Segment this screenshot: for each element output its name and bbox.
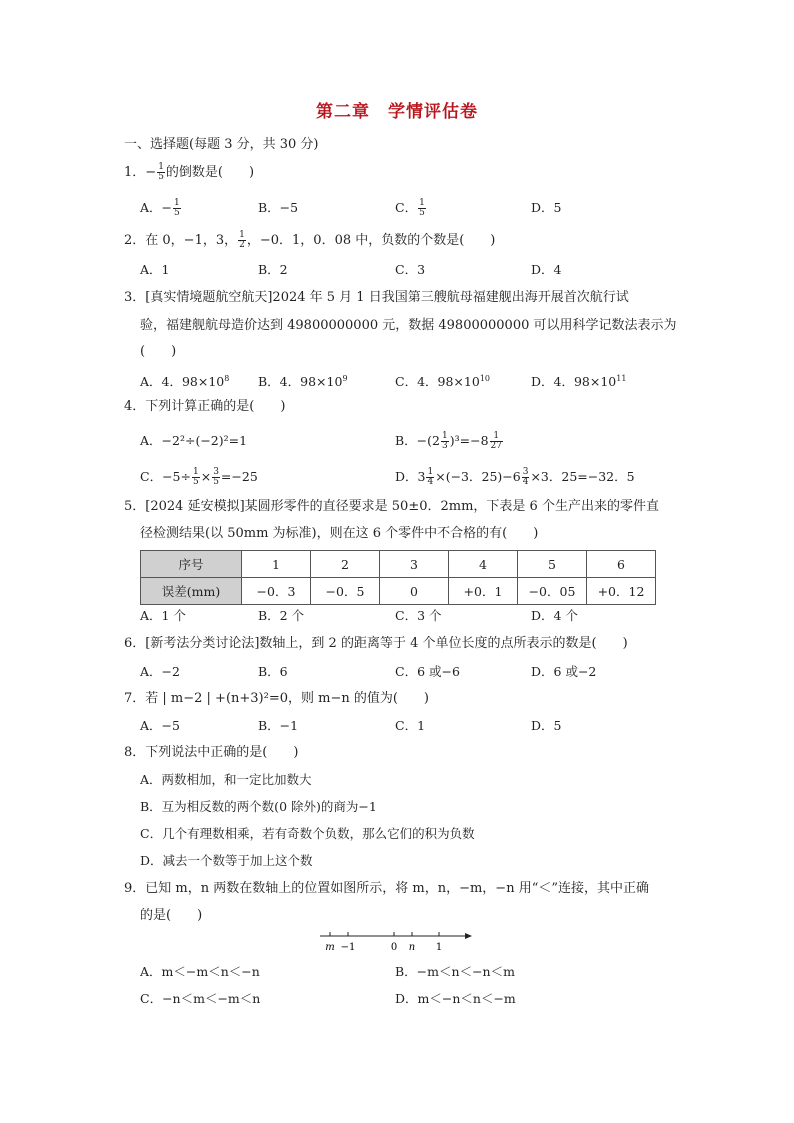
q1-stem-suffix: 的倒数是( ) bbox=[165, 165, 255, 180]
table-cell: +0．1 bbox=[449, 578, 518, 605]
q6-option-d: D．6 或−2 bbox=[531, 664, 597, 679]
question-3-line-2: 验，福建舰航母造价达到 49800000000 元，数据 49800000000 可以用科学记数法表示为 bbox=[140, 318, 677, 333]
q8-option-d: D．减去一个数等于加上这个数 bbox=[140, 853, 313, 868]
question-9-line-1: 9．已知 m，n 两数在数轴上的位置如图所示，将 m，n，−m，−n 用“＜”连接，其中正确 bbox=[124, 881, 649, 896]
axis-label-m: m bbox=[325, 942, 335, 953]
axis-label-neg1: −1 bbox=[340, 942, 356, 953]
q7-option-d: D．5 bbox=[531, 718, 562, 733]
section-heading: 一、选择题(每题 3 分，共 30 分) bbox=[124, 137, 319, 152]
q4-option-c: C．−5÷ $\frac{1}{5}$ × $\frac{3}{5}$ =−25 bbox=[140, 467, 258, 487]
q1-option-b: B．−5 bbox=[258, 200, 299, 215]
table-cell: 1 bbox=[242, 551, 311, 578]
table-cell: 6 bbox=[587, 551, 656, 578]
q5-option-a: A．1 个 bbox=[140, 608, 186, 623]
question-5-line-1: 5．[2024 延安模拟]某圆形零件的直径要求是 50±0．2mm，下表是 6 个生产出来的零件直 bbox=[124, 499, 659, 514]
q4-option-a: A．−2²÷(−2)²=1 bbox=[140, 433, 248, 448]
q1-option-d: D．5 bbox=[531, 200, 562, 215]
q1-stem-prefix: − bbox=[145, 165, 157, 180]
question-2 bbox=[124, 231, 495, 251]
fraction: $\frac{1}{2}$ bbox=[239, 230, 245, 250]
axis-arrow bbox=[465, 933, 472, 939]
question-7: 7．若 | m−2 | +(n+3)²=0，则 m−n 的值为( ) bbox=[124, 691, 430, 706]
question-3-line-1: 3．[真实情境题航空航天]2024 年 5 月 1 日我国第三艘航母福建舰出海开展首次航行试 bbox=[124, 290, 629, 305]
q7-option-c: C．1 bbox=[395, 718, 426, 733]
question-number: 1． bbox=[124, 165, 146, 180]
question-8: 8．下列说法中正确的是( ) bbox=[124, 745, 299, 760]
q9-option-b: B．−m＜n＜−n＜m bbox=[395, 964, 515, 979]
q3-option-b: B．4．$98\times 10^9$ bbox=[258, 374, 348, 390]
q5-option-b: B．2 个 bbox=[258, 608, 305, 623]
q2-option-d: D．4 bbox=[531, 262, 562, 277]
q2-stem-a: 在 0，−1，3， bbox=[145, 233, 238, 248]
table-cell: −0．05 bbox=[518, 578, 587, 605]
q2-option-b: B．2 bbox=[258, 262, 288, 277]
axis-label-one: 1 bbox=[435, 942, 443, 953]
error-table bbox=[140, 550, 656, 605]
table-cell: −0．3 bbox=[242, 578, 311, 605]
table-header-cell: 序号 bbox=[141, 551, 242, 578]
table-cell: −0．5 bbox=[311, 578, 380, 605]
table-cell: 3 bbox=[380, 551, 449, 578]
axis-label-n: n bbox=[408, 942, 416, 953]
table-cell: 2 bbox=[311, 551, 380, 578]
q1-option-c: C． $\frac{1}{5}$ bbox=[395, 198, 425, 218]
q9-option-a: A．m＜−m＜n＜−n bbox=[140, 964, 260, 979]
fraction: $\frac{1}{5}$ bbox=[158, 162, 164, 182]
table-cell: 5 bbox=[518, 551, 587, 578]
question-5-line-2: 径检测结果(以 50mm 为标准)，则在这 6 个零件中不合格的有( ) bbox=[140, 526, 539, 541]
question-9-line-2: 的是( ) bbox=[140, 908, 203, 923]
q1-option-a: A．− $\frac{1}{5}$ bbox=[140, 198, 180, 218]
number-line-figure bbox=[318, 926, 478, 956]
q3-option-c: C．4．$98\times 10^{10}$ bbox=[395, 374, 490, 390]
q6-option-b: B．6 bbox=[258, 664, 288, 679]
q3-option-a: A．4．$98\times 10^8$ bbox=[140, 374, 230, 390]
table-header-cell: 误差(mm) bbox=[141, 578, 242, 605]
axis-label-zero: 0 bbox=[390, 942, 398, 953]
q6-option-c: C．6 或−6 bbox=[395, 664, 460, 679]
q8-option-b: B．互为相反数的两个数(0 除外)的商为−1 bbox=[140, 799, 377, 814]
q8-option-c: C．几个有理数相乘，若有奇数个负数，那么它们的积为负数 bbox=[140, 826, 475, 841]
table-cell: 4 bbox=[449, 551, 518, 578]
question-3-line-3: ( ) bbox=[140, 344, 177, 359]
q4-option-b: B．−(2 $\frac{1}{3}$ )³=−8 $\frac{1}{27}$ bbox=[395, 431, 502, 451]
q9-option-d: D．m＜−n＜n＜−m bbox=[395, 991, 516, 1006]
page-title: 第二章 学情评估卷 bbox=[316, 102, 478, 122]
table-cell: +0．12 bbox=[587, 578, 656, 605]
q7-option-a: A．−5 bbox=[140, 718, 180, 733]
q2-option-a: A．1 bbox=[140, 262, 170, 277]
q7-option-b: B．−1 bbox=[258, 718, 299, 733]
table-cell: 0 bbox=[380, 578, 449, 605]
q2-stem-b: ，−0．1，0．08 中，负数的个数是( ) bbox=[246, 233, 496, 248]
question-4: 4．下列计算正确的是( ) bbox=[124, 399, 286, 414]
q8-option-a: A．两数相加，和一定比加数大 bbox=[140, 772, 312, 787]
table-row bbox=[141, 578, 656, 605]
q6-option-a: A．−2 bbox=[140, 664, 180, 679]
question-6: 6．[新考法分类讨论法]数轴上，到 2 的距离等于 4 个单位长度的点所表示的数是( ) bbox=[124, 636, 628, 651]
table-row bbox=[141, 551, 656, 578]
q4-option-d: D．3 $\frac{1}{4}$ ×(−3．25)−6 $\frac{3}{4}$ ×3．25=−32．5 bbox=[395, 467, 635, 487]
q5-option-c: C．3 个 bbox=[395, 608, 442, 623]
q9-option-c: C．−n＜m＜−m＜n bbox=[140, 991, 261, 1006]
q2-option-c: C．3 bbox=[395, 262, 426, 277]
question-number: 2． bbox=[124, 233, 146, 248]
question-1 bbox=[124, 163, 254, 183]
q5-option-d: D．4 个 bbox=[531, 608, 578, 623]
q3-option-d: D．4．$98\times 10^{11}$ bbox=[531, 374, 627, 390]
